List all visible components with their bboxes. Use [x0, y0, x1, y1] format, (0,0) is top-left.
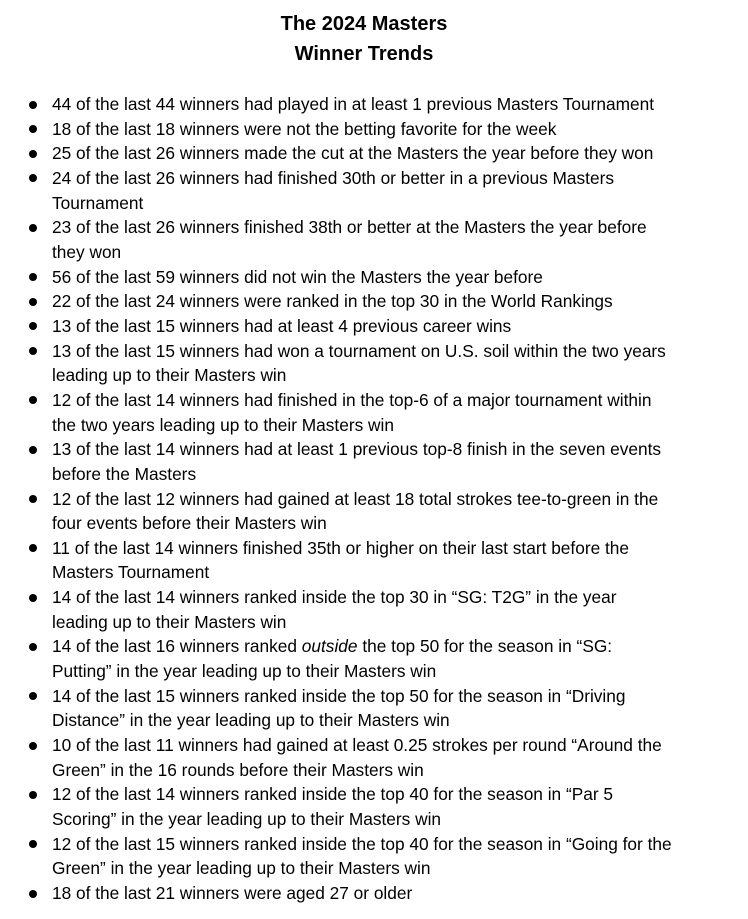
list-item [29, 733, 734, 782]
bullet-icon [29, 150, 37, 158]
list-item-line: 18 of the last 18 winners were not the betting favorite for the week [52, 118, 557, 139]
list-item-line: Masters Tournament [52, 562, 210, 583]
list-item-text [52, 166, 734, 215]
bullet-icon [29, 174, 37, 182]
bullet-icon [29, 446, 37, 454]
emphasized-word: outside [301, 636, 358, 657]
list-item [29, 536, 734, 585]
bullet-icon [29, 101, 37, 109]
list-item [29, 782, 734, 831]
list-item-line: 13 of the last 15 winners had won a tournament on U.S. soil within the two years [52, 340, 666, 361]
bullet-icon [29, 643, 37, 651]
list-item-line: 18 of the last 21 winners were aged 27 or older [52, 883, 413, 903]
list-item-line: 12 of the last 12 winners had gained at least 18 total strokes tee-to-green in the [52, 488, 659, 509]
list-item-line: 56 of the last 59 winners did not win the Masters the year before [52, 266, 543, 287]
list-item-line: Scoring” in the year leading up to their Masters win [52, 809, 442, 830]
list-item-line: 25 of the last 26 winners made the cut at the Masters the year before they won [52, 143, 654, 164]
list-item-text [52, 684, 734, 733]
list-item-line: Green” in the year leading up to their Masters win [52, 858, 431, 879]
list-item-text-segment: 14 of the last 16 winners ranked [52, 636, 302, 657]
list-item [29, 265, 734, 290]
title-line-2: Winner Trends [294, 43, 434, 65]
list-item-line: Putting” in the year leading up to their Masters win [52, 661, 437, 682]
list-item-text [52, 92, 734, 117]
trends-list [29, 92, 734, 906]
list-item [29, 141, 734, 166]
list-item-text [52, 585, 734, 634]
bullet-icon [29, 322, 37, 330]
list-item-line [52, 634, 734, 659]
list-item-text [52, 832, 734, 881]
list-item-line: 24 of the last 26 winners had finished 30th or better in a previous Masters [52, 167, 614, 188]
list-item [29, 166, 734, 215]
list-item-line: Distance” in the year leading up to their Masters win [52, 710, 450, 731]
list-item-text [52, 487, 734, 536]
list-item-line: the two years leading up to their Masters win [52, 414, 394, 435]
bullet-icon [29, 125, 37, 133]
list-item-line: before the Masters [52, 463, 197, 484]
list-item-text [52, 314, 734, 339]
list-item-line: 14 of the last 15 winners ranked inside the top 50 for the season in “Driving [52, 685, 626, 706]
list-item-line: 14 of the last 14 winners ranked inside the top 30 in “SG: T2G” in the year [52, 587, 617, 608]
list-item [29, 314, 734, 339]
list-item-line: 23 of the last 26 winners finished 38th or better at the Masters the year before [52, 217, 647, 238]
list-item [29, 437, 734, 486]
list-item [29, 215, 734, 264]
list-item-line: 10 of the last 11 winners had gained at least 0.25 strokes per round “Around the [52, 735, 662, 756]
list-item [29, 585, 734, 634]
list-item-line: 13 of the last 14 winners had at least 1 previous top-8 finish in the seven events [52, 439, 662, 460]
list-item-text [52, 339, 734, 388]
list-item-text [52, 437, 734, 486]
list-item-line: Green” in the 16 rounds before their Masters win [52, 759, 424, 780]
list-item-text [52, 289, 734, 314]
list-item-text [52, 634, 734, 683]
list-item-line: 12 of the last 14 winners ranked inside the top 40 for the season in “Par 5 [52, 784, 614, 805]
list-item-line: 13 of the last 15 winners had at least 4 previous career wins [52, 315, 512, 336]
bullet-icon [29, 594, 37, 602]
list-item-text [52, 388, 734, 437]
bullet-icon [29, 840, 37, 848]
bullet-icon [29, 273, 37, 281]
bullet-icon [29, 495, 37, 503]
list-item-text [52, 141, 734, 166]
list-item-line: 44 of the last 44 winners had played in at least 1 previous Masters Tournament [52, 94, 654, 114]
list-item [29, 684, 734, 733]
list-item-text [52, 117, 734, 142]
bullet-icon [29, 396, 37, 404]
bullet-icon [29, 890, 37, 898]
list-item [29, 289, 734, 314]
bullet-icon [29, 544, 37, 552]
list-item-text [52, 536, 734, 585]
list-item-line: 12 of the last 15 winners ranked inside the top 40 for the season in “Going for the [52, 833, 672, 854]
list-item [29, 92, 734, 117]
list-item [29, 881, 734, 906]
list-item [29, 832, 734, 881]
list-item-text [52, 881, 734, 906]
list-item-text [52, 215, 734, 264]
bullet-icon [29, 224, 37, 232]
list-item-line: four events before their Masters win [52, 513, 327, 534]
list-item-text-segment: the top 50 for the season in “SG: [357, 636, 613, 657]
page-title [0, 9, 728, 69]
bullet-icon [29, 791, 37, 799]
list-item-line: leading up to their Masters win [52, 611, 287, 632]
list-item [29, 634, 734, 683]
list-item-line: 12 of the last 14 winners had finished in the top-6 of a major tournament within [52, 389, 652, 410]
bullet-icon [29, 347, 37, 355]
list-item [29, 117, 734, 142]
list-item [29, 388, 734, 437]
bullet-icon [29, 298, 37, 306]
list-item-line: 22 of the last 24 winners were ranked in the top 30 in the World Rankings [52, 291, 613, 312]
bullet-icon [29, 692, 37, 700]
list-item [29, 339, 734, 388]
list-item-line: Tournament [52, 192, 144, 213]
list-item-text [52, 265, 734, 290]
list-item-text [52, 733, 734, 782]
bullet-icon [29, 742, 37, 750]
list-item-line: 11 of the last 14 winners finished 35th or higher on their last start before the [52, 537, 630, 558]
list-item [29, 487, 734, 536]
list-item-text [52, 782, 734, 831]
title-line-1: The 2024 Masters [280, 13, 448, 35]
list-item-line: they won [52, 241, 122, 262]
list-item-line: leading up to their Masters win [52, 365, 287, 386]
